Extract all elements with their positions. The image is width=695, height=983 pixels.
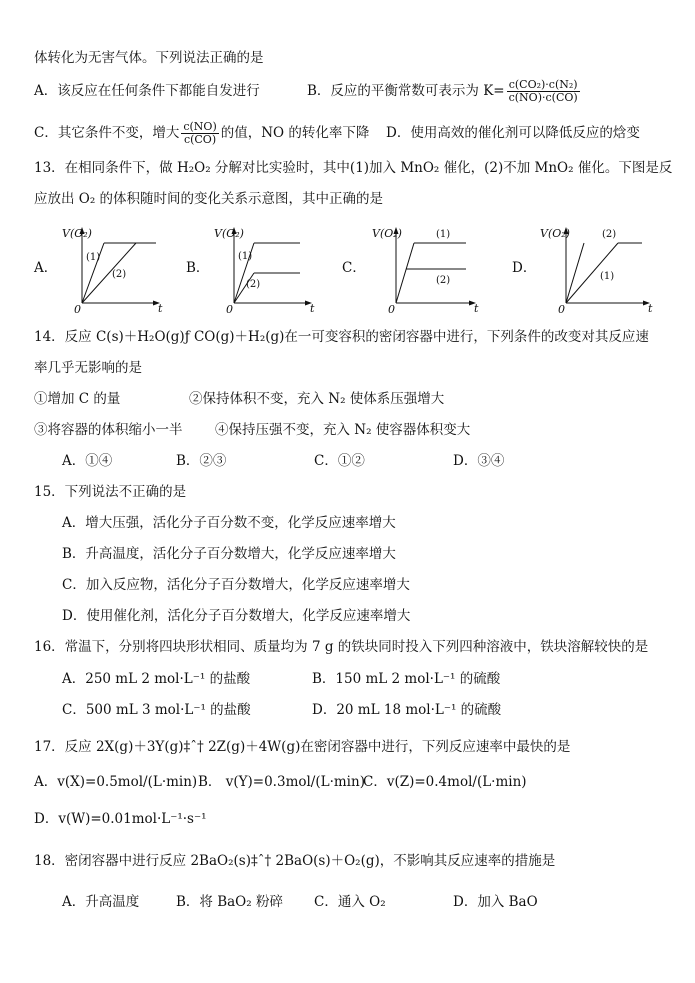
q14-option-d: D．③④ <box>453 453 505 469</box>
q18-stem: 18．密闭容器中进行反应 2BaO₂(s)‡ˆ† 2BaO(s)＋O₂(g)，不影响其反应速率的措施是 <box>34 853 556 869</box>
q13-option-c-label: C． <box>342 260 366 276</box>
origin-label: 0 <box>558 303 565 316</box>
q15-stem: 15．下列说法不正确的是 <box>34 484 187 500</box>
q17-stem: 17．反应 2X(g)＋3Y(g)‡ˆ† 2Z(g)＋4W(g)在密闭容器中进行，下列反应速率中最快的是 <box>34 739 571 755</box>
q15-option-b: B．升高温度，活化分子百分数增大，化学反应速率增大 <box>62 546 396 562</box>
q17-option-d: D．v(W)=0.01mol·L⁻¹·s⁻¹ <box>34 811 207 827</box>
q14-option-b: B．②③ <box>176 453 227 469</box>
q18-option-d: D．加入 BaO <box>453 894 538 910</box>
q13-stem-line2: 应放出 O₂ 的体积随时间的变化关系示意图，其中正确的是 <box>34 191 384 207</box>
series-1-label: (1) <box>600 271 615 282</box>
origin-label: 0 <box>388 303 395 316</box>
q12-c-denominator: c(CO) <box>183 133 217 146</box>
origin-label: 0 <box>226 303 233 316</box>
q13-graph-d <box>538 223 658 316</box>
series-2-label: (2) <box>112 269 127 280</box>
q14-option-c: C．①② <box>314 453 365 469</box>
q18-option-a: A．升高温度 <box>62 894 140 910</box>
q18-option-b: B．将 BaO₂ 粉碎 <box>176 894 283 910</box>
q14-option-a: A．①④ <box>62 453 113 469</box>
q14-condition-2: ②保持体积不变，充入 N₂ 使体系压强增大 <box>189 391 445 407</box>
q12-option-c-text: C．其它条件不变，增大 <box>34 125 180 141</box>
q14-condition-1: ①增加 C 的量 <box>34 391 121 407</box>
q12-b-fraction <box>507 79 580 104</box>
q12-continuation: 体转化为无害气体。下列说法正确的是 <box>34 50 264 66</box>
series-2-label: (2) <box>246 279 261 290</box>
series-1-label: (1) <box>86 252 101 263</box>
q16-stem: 16．常温下，分别将四块形状相同、质量均为 7 g 的铁块同时投入下列四种溶液中，铁块溶解较快的是 <box>34 639 649 655</box>
series-2-label: (2) <box>436 275 451 286</box>
q12-c-fraction <box>181 121 218 146</box>
x-axis-label: t <box>474 302 479 315</box>
q16-option-c: C．500 mL 3 mol·L⁻¹ 的盐酸 <box>62 702 251 718</box>
q18-option-c: C．通入 O₂ <box>314 894 386 910</box>
q16-option-b: B．150 mL 2 mol·L⁻¹ 的硫酸 <box>312 671 501 687</box>
x-axis-label: t <box>158 302 163 315</box>
q15-option-a: A．增大压强，活化分子百分数不变，化学反应速率增大 <box>62 515 396 531</box>
q12-option-c-tail: 的值，NO 的转化率下降 <box>220 125 370 141</box>
q12-b-denominator: c(NO)·c(CO) <box>508 91 578 104</box>
q12-b-numerator: c(CO₂)·c(N₂) <box>507 79 580 92</box>
q14-stem-line2: 率几乎无影响的是 <box>34 360 142 376</box>
origin-label: 0 <box>74 303 81 316</box>
q12-option-a: A．该反应在任何条件下都能自发进行 <box>34 83 260 99</box>
q13-option-d-label: D． <box>512 260 537 276</box>
q13-graph-b <box>212 223 322 316</box>
q14-stem-line1: 14．反应 C(s)＋H₂O(g)ƒ CO(g)＋H₂(g)在一可变容积的密闭容器中进行，下列条件的改变对其反应速 <box>34 329 649 345</box>
q14-condition-3: ③将容器的体积缩小一半 <box>34 422 183 438</box>
q13-option-b-label: B． <box>186 260 210 276</box>
q14-condition-4: ④保持压强不变，充入 N₂ 使容器体积变大 <box>215 422 471 438</box>
y-axis-label: V(O₂) <box>372 227 402 240</box>
q12-option-d: D．使用高效的催化剂可以降低反应的焓变 <box>386 125 640 141</box>
q15-option-d: D．使用催化剂，活化分子百分数增大，化学反应速率增大 <box>62 608 411 624</box>
series-1-label: (1) <box>238 251 253 262</box>
q15-option-c: C．加入反应物，活化分子百分数增大，化学反应速率增大 <box>62 577 410 593</box>
q17-option-a: A．v(X)=0.5mol/(L·min) <box>34 774 198 790</box>
series-2-label: (2) <box>602 229 617 240</box>
q16-option-a: A．250 mL 2 mol·L⁻¹ 的盐酸 <box>62 671 251 687</box>
q12-option-b-text: B．反应的平衡常数可表示为 K= <box>307 83 505 99</box>
y-axis-label: V(O₂) <box>540 227 570 240</box>
q13-graph-a <box>60 223 170 316</box>
q12-option-c <box>34 116 369 150</box>
q12-option-b <box>307 74 582 108</box>
q17-option-c: C．v(Z)=0.4mol/(L·min) <box>363 774 527 790</box>
q17-option-b: B． v(Y)=0.3mol/(L·min) <box>198 774 365 790</box>
x-axis-label: t <box>310 302 315 315</box>
curve-2-rise <box>566 243 584 303</box>
q13-stem-line1: 13．在相同条件下，做 H₂O₂ 分解对比实验时，其中(1)加入 MnO₂ 催化，(2)不加 MnO₂ 催化。下图是反 <box>34 160 673 176</box>
q13-graph-c <box>370 223 485 316</box>
series-1-label: (1) <box>436 229 451 240</box>
y-axis-label: V(O₂) <box>214 227 244 240</box>
q12-c-numerator: c(NO) <box>183 120 217 133</box>
q16-option-d: D．20 mL 18 mol·L⁻¹ 的硫酸 <box>312 702 502 718</box>
curve-1-rise <box>396 243 414 303</box>
x-axis-label: t <box>648 302 653 315</box>
y-axis-label: V(O₂) <box>62 227 92 240</box>
q13-option-a-label: A． <box>34 260 58 276</box>
